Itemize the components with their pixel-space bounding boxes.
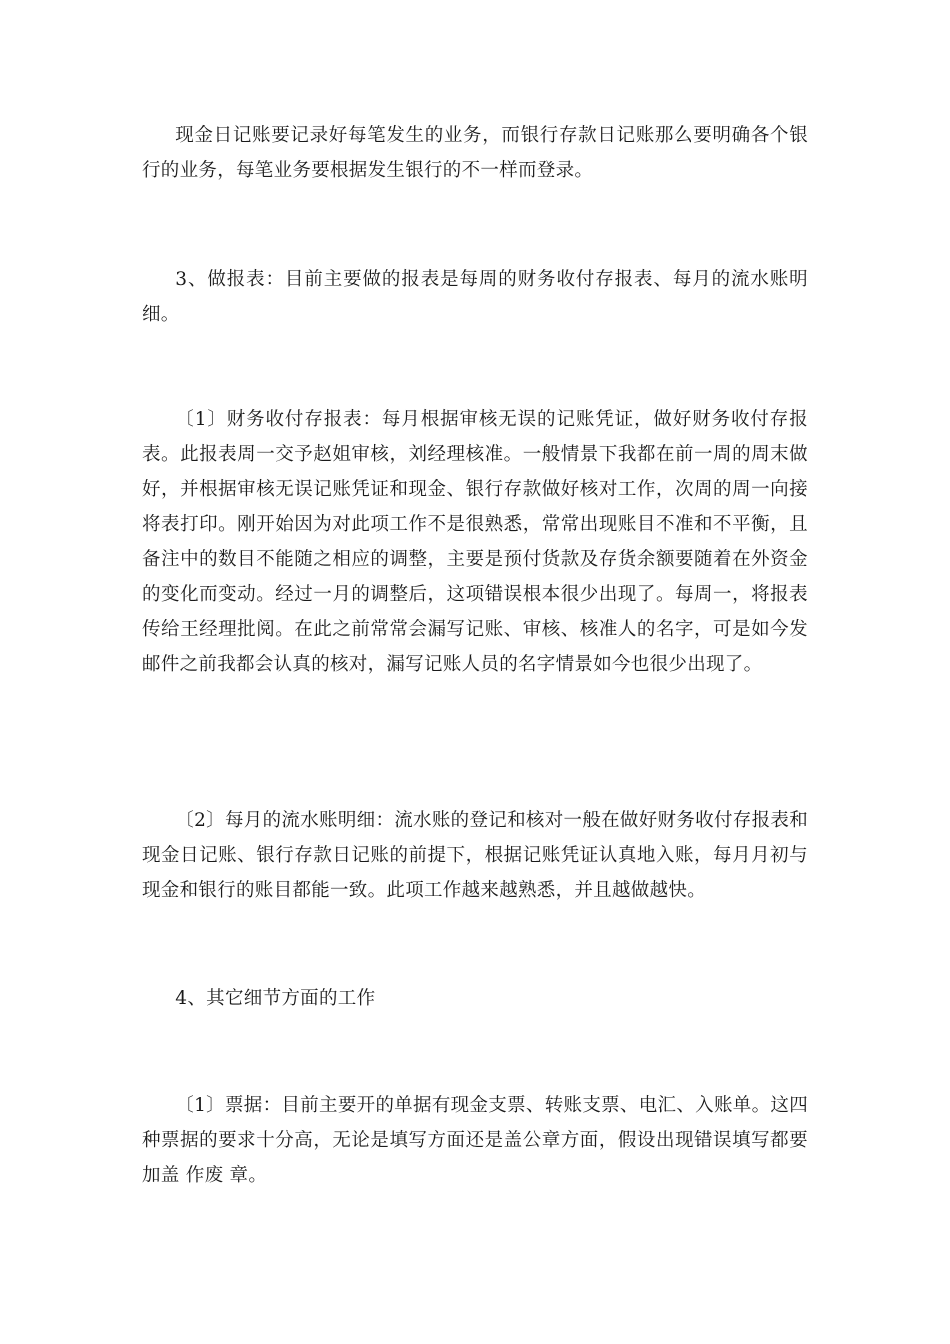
paragraph-finance-report: 〔1〕财务收付存报表：每月根据审核无误的记账凭证，做好财务收付存报表。此报表周一交予赵姐审核，刘经理核准。一般情景下我都在前一周的周末做好，并根据审核无误记账凭证和现金、银行存款做好核对工作，次周的周一向接将表打印。刚开始因为对此项工作不是很熟悉，常常出现账目不准和不平衡，且备注中的数目不能随之相应的调整，主要是预付货款及存货余额要随着在外资金的变化而变动。经过一月的调整后，这项错误根本很少出现了。每周一，将报表传给王经理批阅。在此之前常常会漏写记账、审核、核准人的名字，可是如今发邮件之前我都会认真的核对，漏写记账人员的名字情景如今也很少出现了。 [142,409,808,675]
paragraph-section-4-other-work: 4、其它细节方面的工作 [175,988,376,1009]
paragraph-bills: 〔1〕票据：目前主要开的单据有现金支票、转账支票、电汇、入账单。这四种票据的要求十分高，无论是填写方面还是盖公章方面，假设出现错误填写都要加盖 作废 章。 [142,1095,808,1186]
paragraph-monthly-ledger: 〔2〕每月的流水账明细：流水账的登记和核对一般在做好财务收付存报表和现金日记账、银行存款日记账的前提下，根据记账凭证认真地入账，每月月初与现金和银行的账目都能一致。此项工作越来越熟悉，并且越做越快。 [142,810,808,901]
paragraph-section-3-reports: 3、做报表：目前主要做的报表是每周的财务收付存报表、每月的流水账明细。 [142,269,808,325]
paragraph-cash-journal: 现金日记账要记录好每笔发生的业务，而银行存款日记账那么要明确各个银行的业务，每笔业务要根据发生银行的不一样而登录。 [142,125,808,181]
